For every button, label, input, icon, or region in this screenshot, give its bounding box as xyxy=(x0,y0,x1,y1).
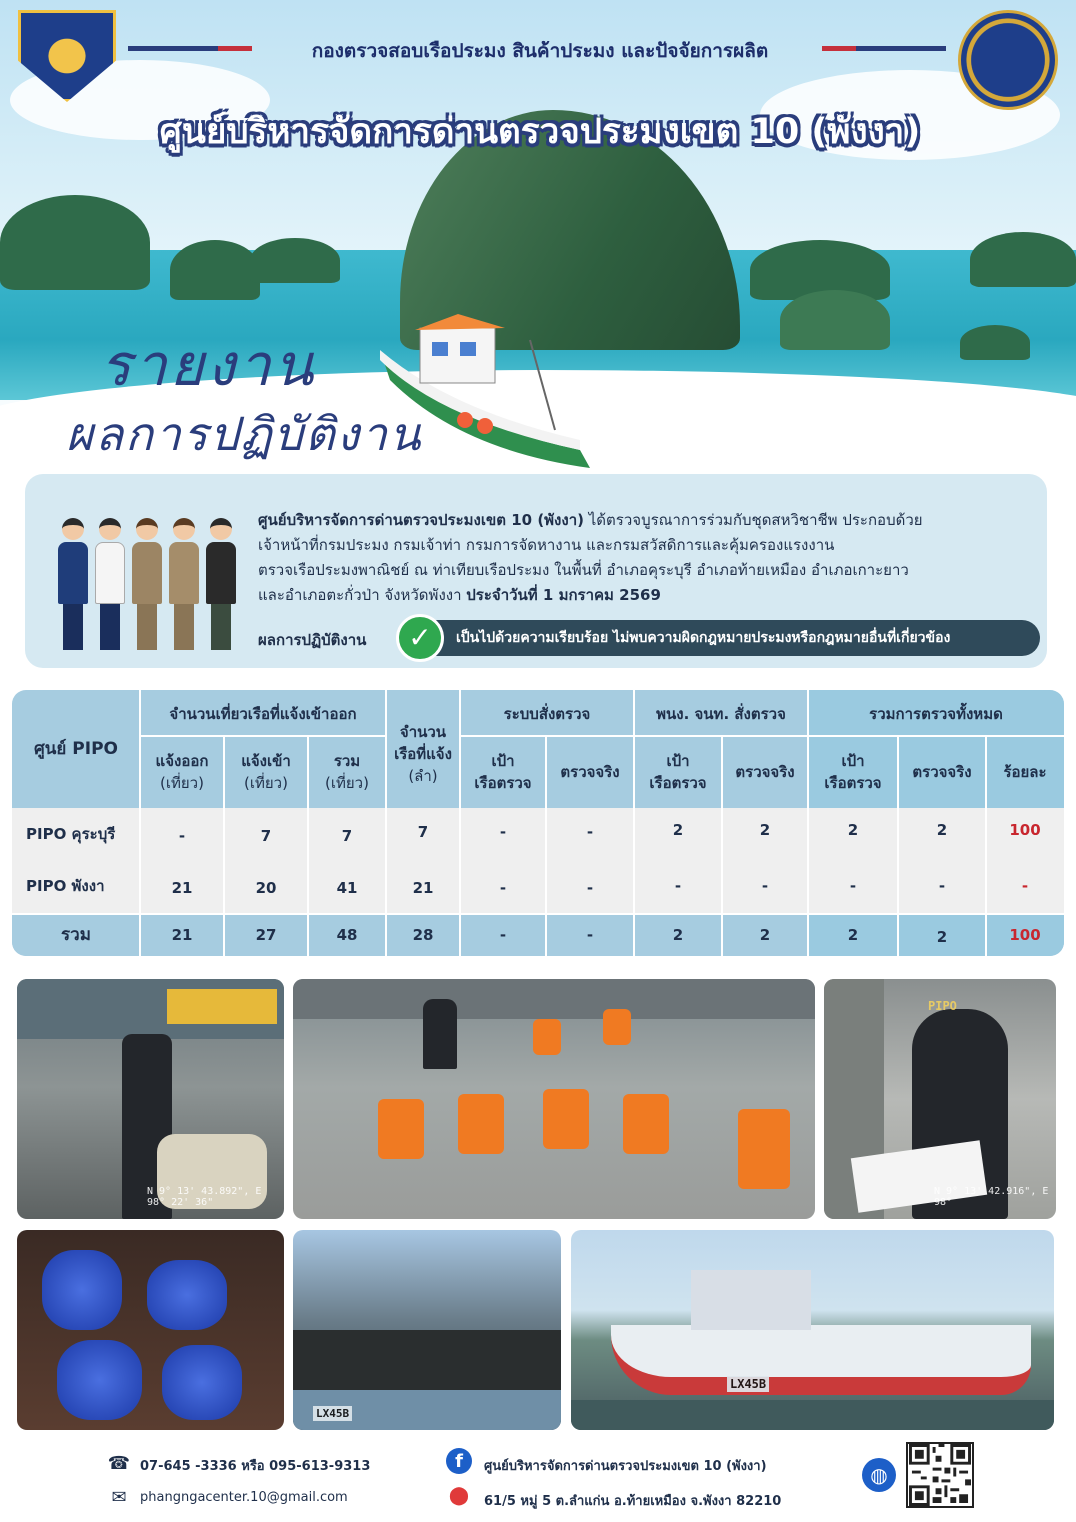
sum-in: 27 xyxy=(255,926,277,944)
col-header-center: ศูนย์ PIPO xyxy=(34,739,118,759)
facebook-page[interactable]: ศูนย์บริหารจัดการด่านตรวจประมงเขต 10 (พังงา) xyxy=(484,1459,767,1474)
cell-all-actual: 2 xyxy=(936,821,948,839)
col-header-percent: ร้อยละ xyxy=(1003,763,1047,781)
col-total-label: รวม xyxy=(333,752,361,770)
col-header-boats xyxy=(386,700,460,808)
cell-in: 7 xyxy=(260,827,272,845)
photo-fishing-vessel xyxy=(571,1230,1054,1430)
photo-officer-inspecting-nets xyxy=(17,979,284,1219)
globe-icon[interactable]: ◍ xyxy=(862,1458,896,1492)
island xyxy=(0,195,150,290)
sum-sys-target: - xyxy=(499,926,507,944)
sum-total: 48 xyxy=(336,926,358,944)
sum-boats: 28 xyxy=(412,926,434,944)
officer-icon xyxy=(169,518,199,650)
cap-label: PIPO xyxy=(928,999,957,1013)
cell-sys-actual: - xyxy=(586,879,594,897)
col-out-label: แจ้งออก xyxy=(155,752,209,770)
org-title: กองตรวจสอบเรือประมง สินค้าประมง และปัจจัยการผลิต xyxy=(311,40,769,62)
cell-total: 41 xyxy=(336,879,358,897)
col-header-sys-actual: ตรวจจริง xyxy=(560,763,620,781)
col-header-out xyxy=(140,736,224,808)
report-subheading: ผลการปฏิบัติงาน xyxy=(66,407,423,461)
title-rule-left xyxy=(128,46,252,51)
sum-sys-actual: - xyxy=(586,926,594,944)
department-of-fisheries-seal xyxy=(958,10,1058,110)
result-pill: เป็นไปด้วยความเรียบร้อย ไม่พบความผิดกฎหมายประมงหรือกฎหมายอื่นที่เกี่ยวข้อง xyxy=(400,620,1040,656)
sys-target-label1: เป้า xyxy=(491,752,515,770)
fishing-boat-illustration xyxy=(380,300,600,470)
report-heading: รายงาน xyxy=(100,331,317,399)
summary-line2: เจ้าหน้าที่กรมประมง กรมเจ้าท่า กรมการจัดหางาน และกรมสวัสดิการและคุ้มครองแรงงาน xyxy=(258,536,835,554)
officer-icon xyxy=(58,518,88,650)
col-header-sys-target xyxy=(460,736,546,808)
col-header-in xyxy=(224,736,308,808)
col-header-all-target xyxy=(808,736,898,808)
email-address[interactable]: phangngacenter.10@gmail.com xyxy=(140,1490,348,1505)
sum-all-actual: 2 xyxy=(936,928,948,946)
island xyxy=(970,232,1076,287)
cell-percent: - xyxy=(1021,877,1029,895)
facebook-icon: f xyxy=(446,1448,472,1474)
summary-text xyxy=(258,508,1018,608)
col-out-unit: (เที่ยว) xyxy=(160,774,204,792)
sum-all-target: 2 xyxy=(847,926,859,944)
cell-all-target: 2 xyxy=(847,821,859,839)
photo-crew-group xyxy=(293,979,815,1219)
officer-icon xyxy=(132,518,162,650)
cell-sys-target: - xyxy=(499,879,507,897)
group-header-officer: พนง. จนท. สั่งตรวจ xyxy=(656,705,786,723)
hull-number: LX45B xyxy=(727,1376,769,1392)
cell-sys-target: - xyxy=(499,823,507,841)
off-target-label2: เรือตรวจ xyxy=(649,774,707,792)
island xyxy=(780,290,890,350)
col-boats-label1: จำนวน xyxy=(399,723,447,741)
sys-target-label2: เรือตรวจ xyxy=(474,774,532,792)
island xyxy=(170,240,260,300)
summary-line3: ตรวจเรือประมงพาณิชย์ ณ ท่าเทียบเรือประมง ในพื้นที่ อำเภอคุระบุรี อำเภอท้ายเหมือง อำเภอเกาะยาว xyxy=(258,561,909,579)
gps-stamp: N 9° 13' 43.892", E 98° 22' 36" xyxy=(147,1186,262,1208)
island xyxy=(960,325,1030,360)
photo-fish-hold-barrels xyxy=(17,1230,284,1430)
cell-off-target: 2 xyxy=(672,821,684,839)
hull-number: LX45B xyxy=(313,1406,352,1421)
cell-percent: 100 xyxy=(1009,821,1041,839)
gps-stamp: N 9° 13' 42.916", E 98° xyxy=(934,1186,1049,1208)
col-boats-label2: เรือที่แจ้ง xyxy=(394,745,452,763)
cell-total: 7 xyxy=(341,827,353,845)
col-in-label: แจ้งเข้า xyxy=(241,752,291,770)
title-rule-right xyxy=(822,46,946,51)
sum-off-actual: 2 xyxy=(759,926,771,944)
phone-number[interactable]: 07-645 -3336 หรือ 095-613-9313 xyxy=(140,1459,371,1474)
center-title: ศูนย์บริหารจัดการด่านตรวจประมงเขต 10 (พังงา) xyxy=(159,112,921,152)
col-boats-unit: (ลำ) xyxy=(408,767,438,785)
officer-icon xyxy=(95,518,125,650)
phone-icon: ☎ xyxy=(107,1452,131,1474)
officers-illustration xyxy=(58,510,238,650)
cell-all-actual: - xyxy=(938,877,946,895)
row-center-name: PIPO คุระบุรี xyxy=(26,825,116,843)
col-in-unit: (เที่ยว) xyxy=(244,774,288,792)
location-pin-icon: ⬤ xyxy=(448,1484,470,1506)
island xyxy=(250,238,340,283)
summary-date: ประจำวันที่ 1 มกราคม 2569 xyxy=(466,586,661,604)
col-total-unit: (เที่ยว) xyxy=(325,774,369,792)
cell-sys-actual: - xyxy=(586,823,594,841)
email-icon: ✉ xyxy=(111,1486,127,1508)
col-header-total xyxy=(308,736,386,808)
cell-out: - xyxy=(178,827,186,845)
group-header-system: ระบบสั่งตรวจ xyxy=(503,705,591,723)
group-header-all: รวมการตรวจทั้งหมด xyxy=(869,705,1003,723)
sum-out: 21 xyxy=(171,926,193,944)
summary-line1: ได้ตรวจบูรณาการร่วมกับชุดสหวิชาชีพ ประกอบด้วย xyxy=(584,511,923,529)
col-header-off-actual: ตรวจจริง xyxy=(735,763,795,781)
sum-off-target: 2 xyxy=(672,926,684,944)
sum-percent: 100 xyxy=(1009,926,1041,944)
cell-all-target: - xyxy=(849,877,857,895)
summary-org: ศูนย์บริหารจัดการด่านตรวจประมงเขต 10 (พังงา) xyxy=(258,511,584,529)
result-label: ผลการปฏิบัติงาน xyxy=(258,631,367,649)
qr-code[interactable] xyxy=(906,1442,974,1508)
group-header-notify: จำนวนเที่ยวเรือที่แจ้งเข้าออก xyxy=(169,705,357,723)
cell-off-target: - xyxy=(674,877,682,895)
row-center-name: PIPO พังงา xyxy=(26,877,105,895)
cell-off-actual: 2 xyxy=(759,821,771,839)
row-sum-name: รวม xyxy=(61,925,91,945)
cell-out: 21 xyxy=(171,879,193,897)
cell-in: 20 xyxy=(255,879,277,897)
summary-line4: และอำเภอตะกั่วป่า จังหวัดพังงา xyxy=(258,586,467,604)
all-target-label1: เป้า xyxy=(841,752,865,770)
address: 61/5 หมู่ 5 ต.ลำแก่น อ.ท้ายเหมือง จ.พังงา 82210 xyxy=(484,1494,782,1509)
all-target-label2: เรือตรวจ xyxy=(824,774,882,792)
cell-boats: 7 xyxy=(417,823,429,841)
off-target-label1: เป้า xyxy=(666,752,690,770)
check-icon: ✓ xyxy=(396,614,444,662)
col-header-all-actual: ตรวจจริง xyxy=(912,763,972,781)
photo-boat-nets xyxy=(293,1230,561,1430)
photo-officer-reviewing-documents xyxy=(824,979,1056,1219)
cell-off-actual: - xyxy=(761,877,769,895)
cell-boats: 21 xyxy=(412,879,434,897)
officer-icon xyxy=(206,518,236,650)
col-header-off-target xyxy=(634,736,722,808)
